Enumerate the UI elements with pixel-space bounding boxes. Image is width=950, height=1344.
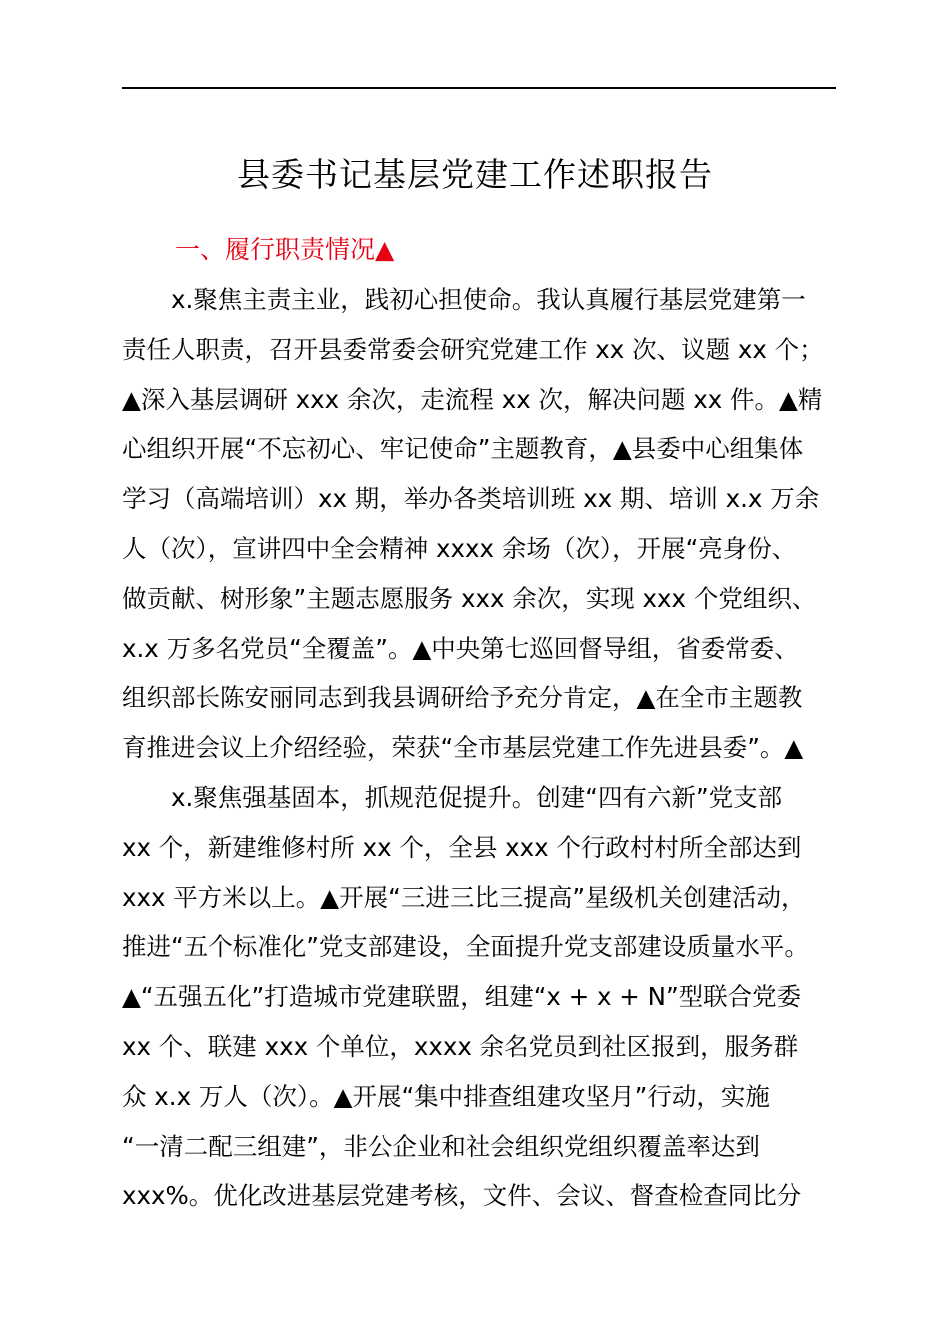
text-line: xxx%。优化改进基层党建考核，文件、会议、督查检查同比分 — [122, 1181, 802, 1211]
text-line: xxx 平方米以上。▲开展“三进三比三提高”星级机关创建活动， — [122, 882, 806, 912]
section-heading: 一、履行职责情况▲ — [175, 235, 395, 264]
text-line: ▲深入基层调研 xxx 余次，走流程 xx 次，解决问题 xx 件。▲精 — [122, 384, 823, 414]
text-line: 育推进会议上介绍经验，荣获“全市基层党建工作先进县委”。▲ — [122, 733, 804, 763]
text-line: xx 个、联建 xxx 个单位，xxxx 余名党员到社区报到，服务群 — [122, 1031, 799, 1061]
document-title: 县委书记基层党建工作述职报告 — [237, 155, 713, 194]
header-rule — [122, 87, 836, 89]
text-line: 责任人职责，召开县委常委会研究党建工作 xx 次、议题 xx 个； — [122, 334, 824, 364]
text-line: 做贡献、树形象”主题志愿服务 xxx 余次，实现 xxx 个党组织、 — [122, 583, 817, 613]
text-line: 人（次），宣讲四中全会精神 xxxx 余场（次），开展“亮身份、 — [122, 533, 797, 563]
text-line: 心组织开展“不忘初心、牢记使命”主题教育，▲县委中心组集体 — [122, 434, 804, 464]
text-line: 组织部长陈安丽同志到我县调研给予充分肯定，▲在全市主题教 — [122, 683, 803, 713]
text-line: ▲“五强五化”打造城市党建联盟，组建“x + x + N”型联合党委 — [122, 982, 802, 1012]
text-line: x.x 万多名党员“全覆盖”。▲中央第七巡回督导组，省委常委、 — [122, 633, 799, 663]
text-line: xx 个，新建维修村所 xx 个，全县 xxx 个行政村村所全部达到 — [122, 832, 802, 862]
text-line: 推进“五个标准化”党支部建设，全面提升党支部建设质量水平。 — [122, 932, 809, 962]
text-line: x.聚焦强基固本，抓规范促提升。创建“四有六新”党支部 — [122, 782, 783, 812]
body-text — [122, 275, 882, 1221]
text-line: 众 x.x 万人（次）。▲开展“集中排查组建攻坚月”行动，实施 — [122, 1081, 770, 1111]
text-line: x.聚焦主责主业，践初心担使命。我认真履行基层党建第一 — [122, 285, 806, 314]
text-line: 学习（高端培训）xx 期，举办各类培训班 xx 期、培训 x.x 万余 — [122, 484, 820, 514]
text-line: “一清二配三组建”，非公企业和社会组织党组织覆盖率达到 — [122, 1131, 760, 1161]
